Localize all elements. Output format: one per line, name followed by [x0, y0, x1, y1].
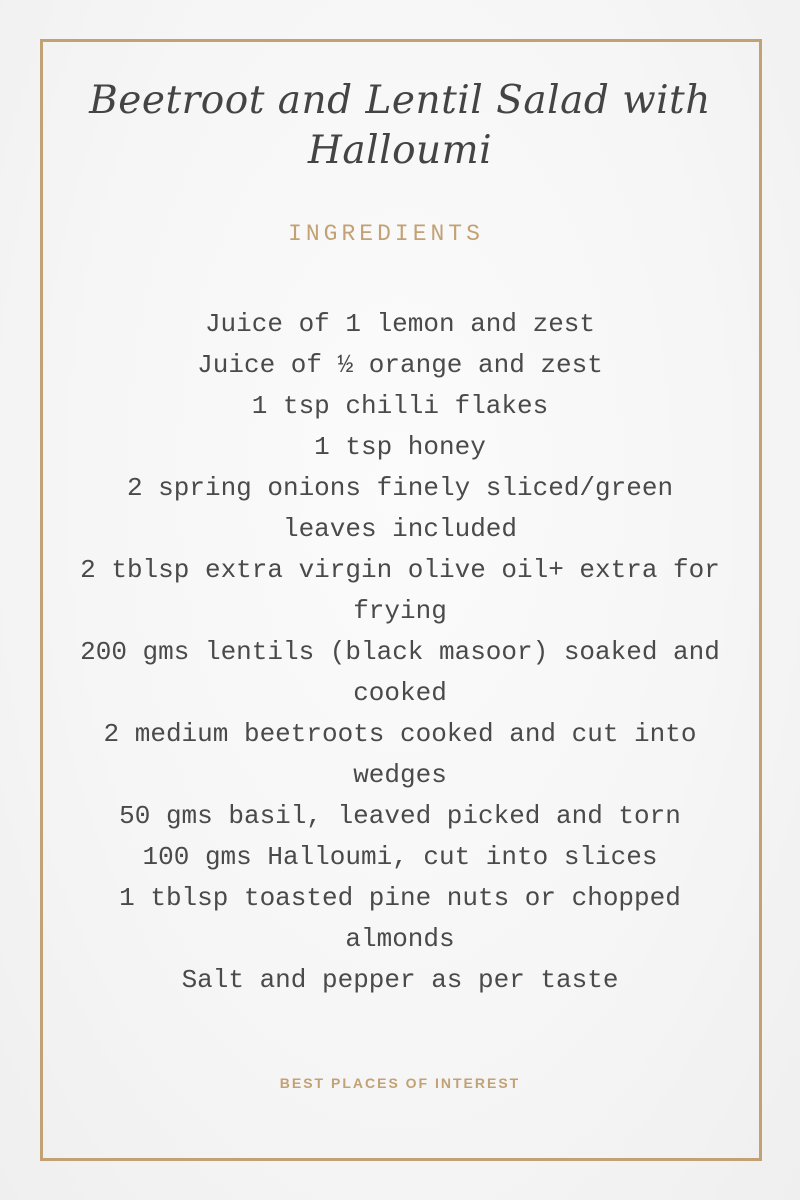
ingredient-item: 1 tsp honey	[314, 432, 486, 462]
ingredients-heading: INGREDIENTS	[288, 221, 484, 247]
ingredient-item: 2 spring onions finely sliced/green leaves included	[126, 473, 674, 544]
recipe-title: Beetroot and Lentil Salad with Halloumi	[89, 78, 711, 173]
ingredient-item: 100 gms Halloumi, cut into slices	[142, 842, 658, 872]
ingredient-item: 1 tblsp toasted pine nuts or chopped almonds	[119, 883, 681, 954]
ingredient-item: 2 tblsp extra virgin olive oil+ extra for frying	[80, 555, 720, 626]
ingredients-list	[70, 304, 730, 1001]
ingredient-item: Salt and pepper as per taste	[181, 965, 619, 995]
ingredient-item: Juice of 1 lemon and zest	[204, 309, 596, 339]
ingredient-item: 2 medium beetroots cooked and cut into wedges	[103, 719, 697, 790]
ingredient-item: 50 gms basil, leaved picked and torn	[119, 801, 681, 831]
footer-brand: BEST PLACES OF INTEREST	[279, 1075, 521, 1091]
ingredient-item: 1 tsp chilli flakes	[251, 391, 549, 421]
ingredient-item: Juice of ½ orange and zest	[197, 350, 603, 380]
ingredient-item: 200 gms lentils (black masoor) soaked and cooked	[80, 637, 720, 708]
